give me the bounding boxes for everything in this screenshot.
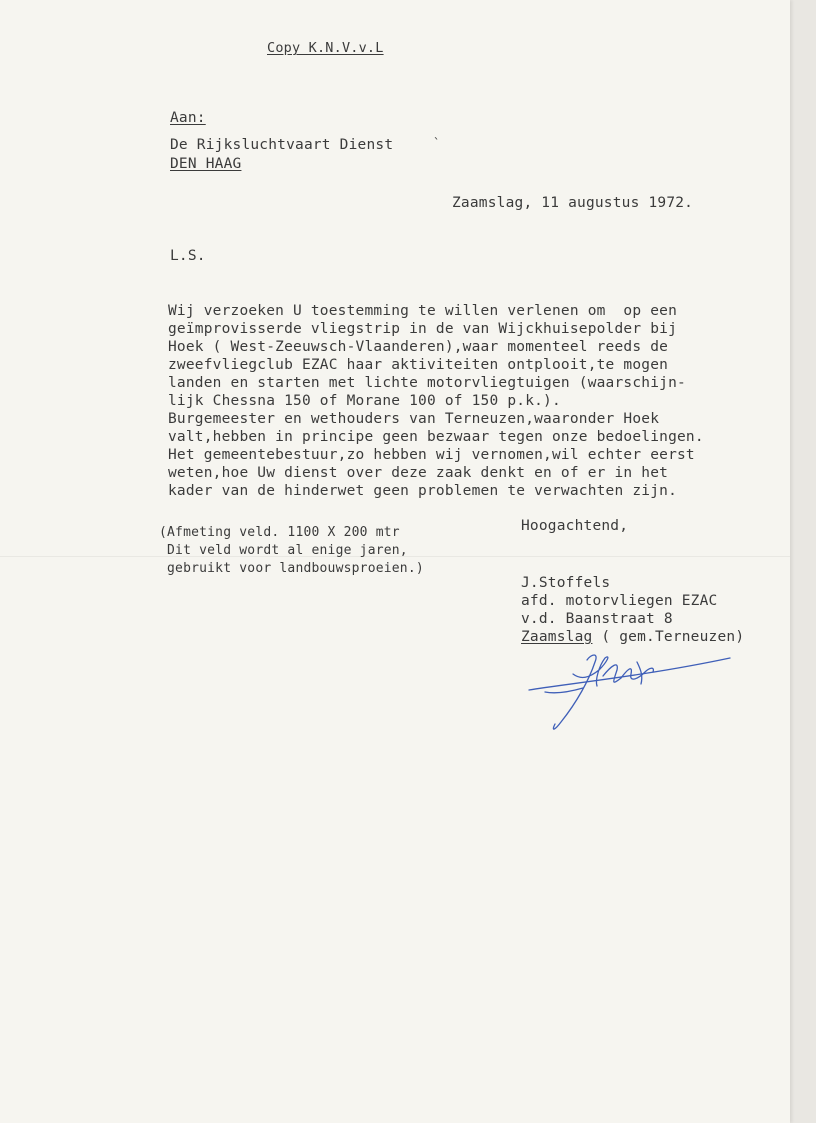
recipient-mark: ` [433, 136, 441, 150]
body-line: Burgemeester en wethouders van Terneuzen,waaronder Hoek [168, 411, 660, 427]
handwritten-signature [525, 640, 735, 740]
body-line: lijk Chessna 150 of Morane 100 of 150 p.k.). [168, 393, 561, 409]
sender-dept: afd. motorvliegen EZAC [521, 593, 718, 609]
recipient-city: DEN HAAG [170, 156, 242, 172]
body-line: Wij verzoeken U toestemming te willen verlenen om op een [168, 303, 677, 319]
closing: Hoogachtend, [521, 518, 629, 534]
recipient-label: Aan: [170, 110, 206, 126]
sender-city-suffix: ( gem.Terneuzen) [592, 629, 745, 645]
note-line: gebruikt voor landbouwsproeien.) [159, 561, 424, 576]
note-line: Dit veld wordt al enige jaren, [159, 543, 408, 558]
body-line: zweefvliegclub EZAC haar aktiviteiten ontplooit,te mogen [168, 357, 669, 373]
sender-address: v.d. Baanstraat 8 [521, 611, 673, 627]
body-line: valt,hebben in principe geen bezwaar tegen onze bedoelingen. [168, 429, 704, 445]
salutation: L.S. [170, 248, 206, 264]
body-line: geïmprovisserde vliegstrip in de van Wijckhuisepolder bij [168, 321, 677, 337]
copy-header: Copy K.N.V.v.L [267, 40, 384, 56]
sender-name: J.Stoffels [521, 575, 611, 591]
body-line: kader van de hinderwet geen problemen te verwachten zijn. [168, 483, 677, 499]
body-line: landen en starten met lichte motorvliegtuigen (waarschijn- [168, 375, 686, 391]
sender-city: Zaamslag [521, 629, 593, 645]
body-line: weten,hoe Uw dienst over deze zaak denkt en of er in het [168, 465, 669, 481]
recipient-name: De Rijksluchtvaart Dienst [170, 137, 394, 153]
body-line: Hoek ( West-Zeeuwsch-Vlaanderen),waar momenteel reeds de [168, 339, 669, 355]
body-line: Het gemeentebestuur,zo hebben wij vernomen,wil echter eerst [168, 447, 695, 463]
place-date: Zaamslag, 11 augustus 1972. [452, 195, 694, 211]
note-line: (Afmeting veld. 1100 X 200 mtr [159, 525, 400, 540]
